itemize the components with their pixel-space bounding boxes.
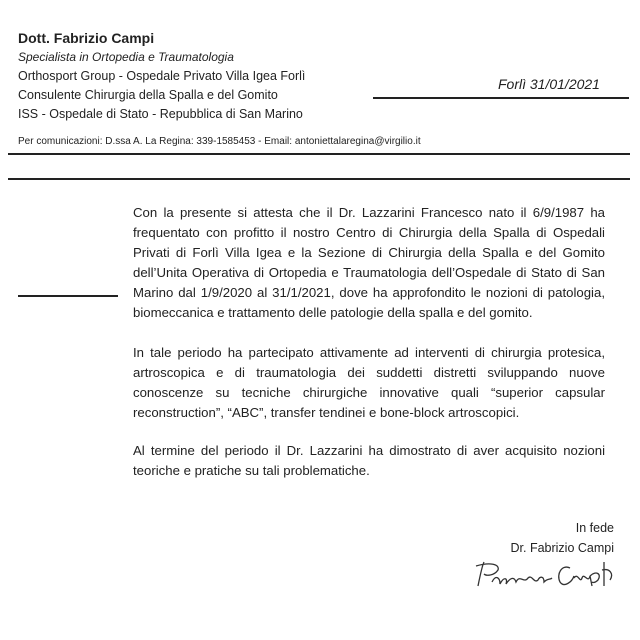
text-line: Al termine del periodo il Dr. Lazzarini ha dimostrato di aver acquisito nozioni: [133, 443, 605, 458]
place-date: Forlì 31/01/2021: [498, 76, 600, 92]
text-line: Privati di Forlì Villa Igea e la Sezione di Chirurgia della Spalla e del Gomito: [133, 245, 605, 260]
doctor-name: Dott. Fabrizio Campi: [18, 30, 155, 46]
date-rule: [373, 97, 629, 99]
affiliation-line: ISS - Ospedale di Stato - Repubblica di San Marino: [18, 107, 303, 121]
text-line: artroscopica e di traumatologia dei suddetti distretti sviluppando nuove: [133, 365, 605, 380]
specialty: Specialista in Ortopedia e Traumatologia: [18, 50, 234, 64]
paragraph-1: [133, 203, 605, 323]
affiliation-line: Consulente Chirurgia della Spalla e del Gomito: [18, 88, 278, 102]
text-line: Con la presente si attesta che il Dr. Lazzarini Francesco nato il 6/9/1987 ha: [133, 205, 605, 220]
signer-name: Dr. Fabrizio Campi: [510, 541, 614, 555]
paragraph-2: [133, 343, 605, 423]
paragraph-3: [133, 441, 605, 481]
affiliation-line: Orthosport Group - Ospedale Privato Villa Igea Forlì: [18, 69, 306, 83]
text-line: biomeccanica e trattamento delle patologie della spalla e del gomito.: [133, 305, 533, 320]
text-line: Marino dal 1/9/2020 al 31/1/2021, dove ha approfondito le nozioni di patologia,: [133, 285, 605, 300]
text-line: dell’Unita Operativa di Ortopedia e Traumatologia dell’Ospedale di Stato di San: [133, 265, 605, 280]
text-line: In tale periodo ha partecipato attivamente ad interventi di chirurgia protesica,: [133, 345, 605, 360]
header-divider: [8, 153, 630, 155]
handwritten-signature: [470, 556, 620, 596]
margin-rule: [18, 295, 118, 297]
text-line: conoscenze su tecniche chirurgiche innovative quali “superior capsular: [133, 385, 605, 400]
closing-in-fede: In fede: [575, 521, 614, 535]
text-line: reconstruction”, “ABC”, transfer tendinei e bone-block artroscopici.: [133, 405, 520, 420]
text-line: teoriche e pratiche su tali problematiche.: [133, 463, 370, 478]
header-divider: [8, 178, 630, 180]
contact-info: Per comunicazioni: D.ssa A. La Regina: 339-1585453 - Email: antoniettalaregina@virgilio.it: [18, 136, 421, 147]
text-line: frequentato con profitto il nostro Centro di Chirurgia della Spalla di Ospedali: [133, 225, 605, 240]
